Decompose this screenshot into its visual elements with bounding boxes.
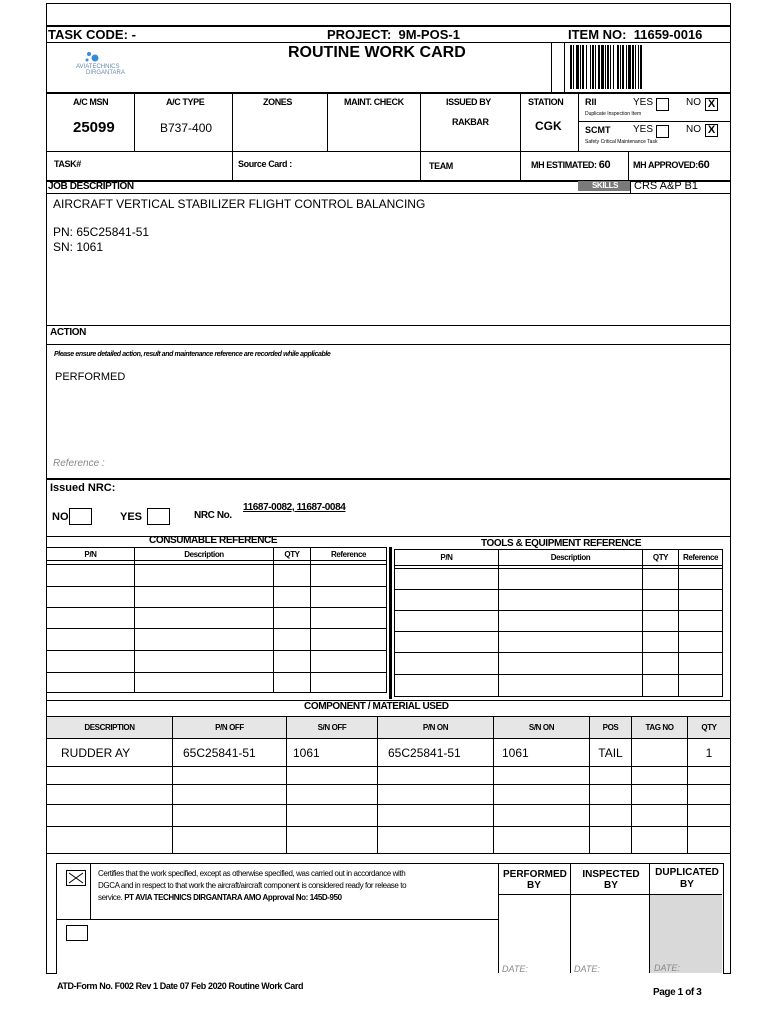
scmt-yes-checkbox[interactable] xyxy=(656,125,669,138)
rii-yes-label: YES xyxy=(633,97,654,108)
table-row xyxy=(395,611,723,632)
cert-v3 xyxy=(570,864,571,973)
inspected-date-label: DATE: xyxy=(574,964,600,974)
action-note: Please ensure detailed action, result and maintenance reference are recorded while applicable xyxy=(54,351,331,358)
project: PROJECT: 9M-POS-1 xyxy=(327,27,460,42)
scmt-label: SCMT xyxy=(585,125,611,135)
v1 xyxy=(134,93,135,151)
frame-top xyxy=(46,3,731,4)
cert-checkbox-checked[interactable] xyxy=(66,870,86,886)
nrc-no-label: NO xyxy=(52,511,69,523)
ac-type-label: A/C TYPE xyxy=(166,97,205,107)
component-sn-on: 1061 xyxy=(494,739,590,767)
logo-text-2: DIRGANTARA xyxy=(86,70,125,76)
rii-yes-checkbox[interactable] xyxy=(656,98,669,111)
v6 xyxy=(578,93,579,151)
table-row xyxy=(395,675,723,697)
maint-check-label: MAINT. CHECK xyxy=(344,97,404,107)
job-pn: PN: 65C25841-51 xyxy=(53,225,150,239)
v7 xyxy=(628,152,629,181)
cert-v1 xyxy=(90,864,91,919)
component-pos: TAIL xyxy=(590,739,632,767)
job-description-label: JOB DESCRIPTION xyxy=(48,181,134,192)
nrc-yes-label: YES xyxy=(120,511,143,523)
v3 xyxy=(327,93,328,151)
nrc-number-label: NRC No. xyxy=(194,510,232,521)
table-row xyxy=(395,653,723,675)
ac-msn-value: 25099 xyxy=(73,119,115,136)
barcode-icon xyxy=(568,45,702,89)
rii-scmt-divider xyxy=(578,121,730,122)
performed-date-label: DATE: xyxy=(502,964,528,974)
action-reference-label: Reference : xyxy=(53,458,105,469)
tools-header-desc: Description xyxy=(499,550,643,566)
v5 xyxy=(520,93,521,181)
component-sn-off: 1061 xyxy=(287,739,378,767)
ref-divider xyxy=(389,547,392,699)
table-row xyxy=(47,785,731,805)
tools-header-ref: Reference xyxy=(679,550,723,566)
component-table xyxy=(46,716,730,854)
table-row xyxy=(47,629,387,651)
issued-nrc-label: Issued NRC: xyxy=(50,482,116,494)
consumable-title: CONSUMABLE REFERENCE xyxy=(149,535,278,546)
skills-value: CRS A&P B1 xyxy=(634,180,698,192)
nrc-yes-checkbox[interactable] xyxy=(147,508,170,525)
duplicated-date-label: DATE: xyxy=(654,963,680,973)
table-row xyxy=(47,827,731,854)
component-pn-off: 65C25841-51 xyxy=(173,739,287,767)
nrc-rule xyxy=(46,478,731,480)
inspected-by-label: INSPECTED BY xyxy=(582,869,640,891)
consumable-header-ref: Reference xyxy=(311,548,387,561)
company-logo xyxy=(72,50,152,80)
scmt-sub: Safety Critical Maintenance Task xyxy=(585,139,658,145)
table-row xyxy=(47,673,387,693)
action-text: PERFORMED xyxy=(55,371,126,383)
issued-by-label: ISSUED BY xyxy=(446,97,491,107)
table-row xyxy=(47,739,731,767)
tools-title: TOOLS & EQUIPMENT REFERENCE xyxy=(481,538,642,549)
nrc-number-value: 11687-0082, 11687-0084 xyxy=(243,502,346,513)
table-row xyxy=(47,587,387,608)
duplicated-by-shade xyxy=(650,895,722,973)
job-description-text: AIRCRAFT VERTICAL STABILIZER FLIGHT CONTROL BALANCING xyxy=(53,197,426,211)
table-row xyxy=(47,565,387,587)
table-row xyxy=(47,608,387,629)
cert-text-1: Certifies that the work specified, except as otherwise specified, was carried out in accordance with xyxy=(98,869,406,878)
scmt-yes-label: YES xyxy=(633,124,654,135)
task-label: TASK# xyxy=(54,159,81,169)
performed-by-label: PERFORMED BY xyxy=(503,869,567,891)
cert-text-3: service. PT AVIA TECHNICS DIRGANTARA AMO Approval No: 145D-950 xyxy=(98,893,342,902)
issued-by-value: RAKBAR xyxy=(452,117,489,127)
mh-estimated: MH ESTIMATED: 60 xyxy=(531,159,611,171)
ac-msn-label: A/C MSN xyxy=(73,97,109,107)
table-row xyxy=(395,569,723,590)
barcode-divider xyxy=(551,42,552,92)
consumable-header-qty: QTY xyxy=(274,548,311,561)
zones-label: ZONES xyxy=(263,97,293,107)
cross-icon xyxy=(67,871,85,885)
job-sn: SN: 1061 xyxy=(53,240,104,254)
table-row xyxy=(395,590,723,611)
consumable-table xyxy=(46,547,386,699)
cert-v2 xyxy=(498,864,499,973)
barcode-divider-2 xyxy=(564,42,565,92)
info-rule-top xyxy=(46,92,731,94)
scmt-no-checkbox[interactable]: X xyxy=(705,124,718,137)
ac-type-value: B737-400 xyxy=(160,121,213,135)
v2 xyxy=(232,93,233,181)
component-qty: 1 xyxy=(688,739,731,767)
action-header xyxy=(46,325,731,345)
nrc-no-checkbox[interactable] xyxy=(69,508,92,525)
station-label: STATION xyxy=(528,97,564,107)
table-row xyxy=(395,632,723,653)
consumable-header-pn: P/N xyxy=(47,548,135,561)
page-number: Page 1 of 3 xyxy=(653,987,702,998)
component-header-row xyxy=(47,717,731,739)
skills-divider xyxy=(630,181,631,193)
component-header-tag: TAG NO xyxy=(632,717,688,739)
cert-checkbox-empty[interactable] xyxy=(66,925,88,941)
tools-header-pn: P/N xyxy=(395,550,499,566)
skills-label: SKILLS xyxy=(592,181,619,190)
component-header-pn-on: P/N ON xyxy=(378,717,494,739)
scmt-no-label: NO xyxy=(686,124,701,135)
duplicated-by-label: DUPLICATED BY xyxy=(655,867,719,890)
consumable-header-row xyxy=(47,548,387,561)
v4 xyxy=(420,93,421,181)
component-header-sn-off: S/N OFF xyxy=(287,717,378,739)
table-row xyxy=(47,767,731,785)
header-rule-2 xyxy=(46,42,731,43)
team-label: TEAM xyxy=(429,161,453,171)
tools-header-qty: QTY xyxy=(643,550,679,566)
cert-row-rule xyxy=(56,919,498,920)
job-rule-2 xyxy=(46,193,731,194)
tools-table xyxy=(394,549,722,697)
station-value: CGK xyxy=(535,119,562,133)
component-desc: RUDDER AY xyxy=(47,739,173,767)
component-header-pos: POS xyxy=(590,717,632,739)
component-header-desc: DESCRIPTION xyxy=(47,717,173,739)
component-header-qty: QTY xyxy=(688,717,731,739)
rii-no-checkbox[interactable]: X xyxy=(705,98,718,111)
component-tag xyxy=(632,739,688,767)
rii-label: RII xyxy=(585,97,597,107)
component-title: COMPONENT / MATERIAL USED xyxy=(304,701,449,712)
item-no: ITEM NO: 11659-0016 xyxy=(568,27,703,42)
table-row xyxy=(47,805,731,827)
component-header-pn-off: P/N OFF xyxy=(173,717,287,739)
component-header-sn-on: S/N ON xyxy=(494,717,590,739)
component-pn-on: 65C25841-51 xyxy=(378,739,494,767)
tools-header-row xyxy=(395,550,723,566)
action-label: ACTION xyxy=(50,327,86,338)
rii-sub: Duplicate Inspection Item xyxy=(585,111,642,117)
rii-no-label: NO xyxy=(686,97,701,108)
cert-text-2: DGCA and in respect to that work the aircraft/aircraft component is considered ready for release to xyxy=(98,881,407,890)
source-card-label: Source Card : xyxy=(238,159,292,169)
page-title: ROUTINE WORK CARD xyxy=(288,44,466,61)
mh-approved: MH APPROVED:60 xyxy=(633,159,710,171)
barcode xyxy=(568,45,702,89)
table-row xyxy=(47,651,387,673)
task-code: TASK CODE: - xyxy=(48,27,136,42)
consumable-header-desc: Description xyxy=(135,548,274,561)
logo-text-1: AVIATECHNICS xyxy=(76,64,120,70)
form-number: ATD-Form No. F002 Rev 1 Date 07 Feb 2020 Routine Work Card xyxy=(57,981,304,991)
